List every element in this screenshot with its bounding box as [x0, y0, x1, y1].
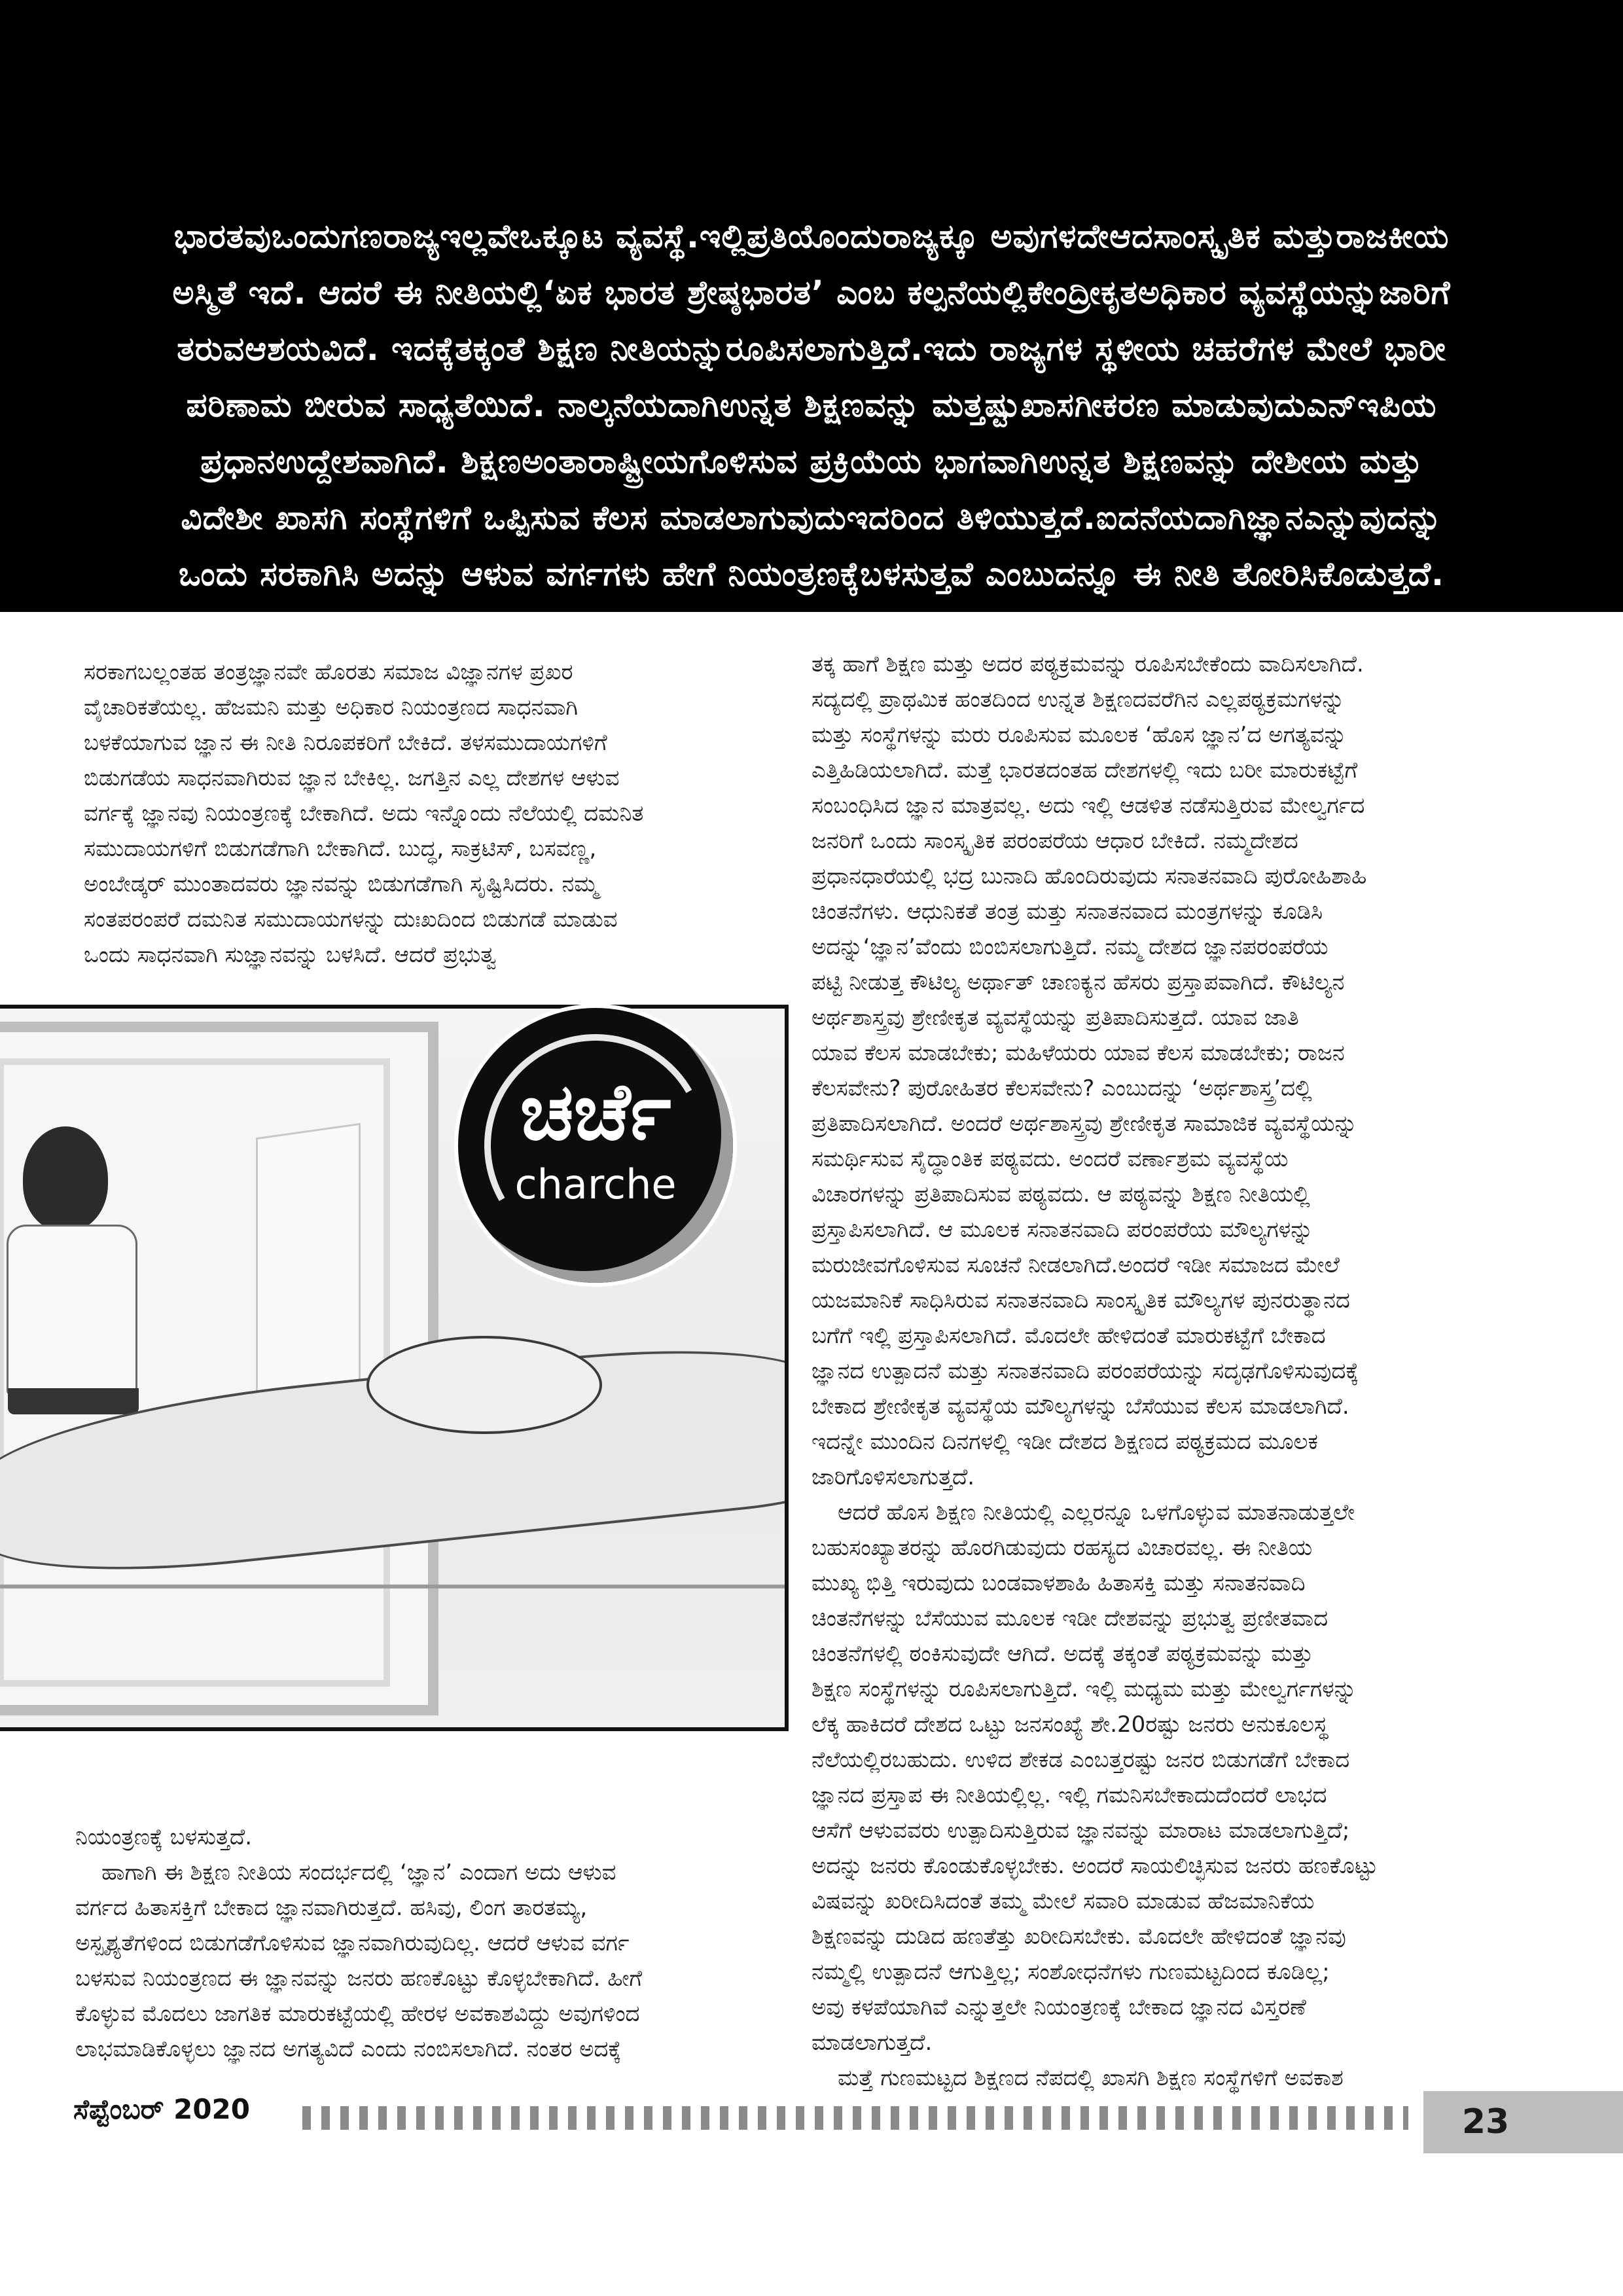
text-line: ಬಳಸುವ ನಿಯಂತ್ರಣದ ಈ ಜ್ಞಾನವನ್ನು ಜನರು ಹಣಕೊಟ್ಟು ಕೊಳ್ಳಬೇಕಾಗಿದೆ. ಹೀಗೆ [75, 1965, 643, 1992]
illustration-boy-shorts [8, 1388, 139, 1414]
text-line: ಶಿಕ್ಷಣವನ್ನು ದುಡಿದ ಹಣತೆತ್ತು ಖರೀದಿಸಬೇಕು. ಮೊದಲೇ ಹೇಳಿದಂತೆ ಜ್ಞಾನವು [812, 1924, 1346, 1950]
issue-date: ಸೆಪ್ಟೆಂಬರ್ 2020 [73, 2093, 250, 2125]
text-line: ವಿಷವನ್ನು ಖರೀದಿಸಿದಂತೆ ತಮ್ಮ ಮೇಲೆ ಸವಾರಿ ಮಾಡುವ ಹೆಜಮಾನಿಕೆಯ [812, 1888, 1315, 1914]
text-line: ಅದನ್ನು‘ಜ್ಞಾನ’ವೆಂದು ಬಿಂಬಿಸಲಾಗುತ್ತಿದೆ. ನಮ್ಮ ದೇಶದ ಜ್ಞಾನಪರಂಪರೆಯ [812, 934, 1329, 960]
text-line: ಕೊಳ್ಳುವ ಮೊದಲು ಜಾಗತಿಕ ಮಾರುಕಟ್ಟೆಯಲ್ಲಿ ಹೇರಳ ಅವಕಾಶವಿದ್ದು ಅವುಗಳಿಂದ [75, 2001, 640, 2027]
text-line: ಚಿಂತನೆಗಳು. ಆಧುನಿಕತೆ ತಂತ್ರ ಮತ್ತು ಸನಾತನವಾದ ಮಂತ್ರಗಳನ್ನು ಕೂಡಿಸಿ [812, 899, 1323, 925]
text-line: ಅವು ಕಳಪೆಯಾಗಿವೆ ಎನ್ನುತ್ತಲೇ ನಿಯಂತ್ರಣಕ್ಕೆ ಬೇಕಾದ ಜ್ಞಾನದ ವಿಸ್ತರಣೆ [812, 1994, 1306, 2020]
text-line: ಚಿಂತನೆಗಳಲ್ಲಿ ಠಂಕಿಸುವುದೇ ಆಗಿದೆ. ಅದಕ್ಕೆ ತಕ್ಕಂತೆ ಪಠ್ಯಕ್ರಮವನ್ನು ಮತ್ತು [812, 1641, 1313, 1667]
text-line: ವಿಚಾರಗಳನ್ನು ಪ್ರತಿಪಾದಿಸುವ ಪಠ್ಯವದು. ಆ ಪಠ್ಯವನ್ನು ಶಿಕ್ಷಣ ನೀತಿಯಲ್ಲಿ [812, 1181, 1310, 1208]
text-line: ಬಗೆಗೆ ಇಲ್ಲಿ ಪ್ರಸ್ತಾಪಿಸಲಾಗಿದೆ. ಮೊದಲೇ ಹೇಳಿದಂತೆ ಮಾರುಕಟ್ಟೆಗೆ ಬೇಕಾದ [812, 1323, 1326, 1349]
text-line: ಇದನ್ನೇ ಮುಂದಿನ ದಿನಗಳಲ್ಲಿ ಇಡೀ ದೇಶದ ಶಿಕ್ಷಣದ ಪಠ್ಯಕ್ರಮದ ಮೂಲಕ [812, 1429, 1318, 1455]
illustration-boy-body [7, 1225, 137, 1395]
text-line: ಬಹುಸಂಖ್ಯಾತರನ್ನು ಹೊರಗಿಡುವುದು ರಹಸ್ಯದ ವಿಚಾರವಲ್ಲ. ಈ ನೀತಿಯ [812, 1535, 1313, 1561]
text-line: ಪ್ರಸ್ತಾಪಿಸಲಾಗಿದೆ. ಆ ಮೂಲಕ ಸನಾತನವಾದಿ ಪರಂಪರೆಯ ಮೌಲ್ಯಗಳನ್ನು [812, 1217, 1313, 1243]
illustration-base-line [0, 1585, 785, 1588]
text-line: ಚಿಂತನೆಗಳನ್ನು ಬೆಸೆಯುವ ಮೂಲಕ ಇಡೀ ದೇಶವನ್ನು ಪ್ರಭುತ್ವ ಪ್ರಣೀತವಾದ [812, 1605, 1329, 1632]
page-number: 23 [1461, 2102, 1510, 2142]
text-line: ಲೆಕ್ಕ ಹಾಕಿದರೆ ದೇಶದ ಒಟ್ಟು ಜನಸಂಖ್ಯೆ ಶೇ.20ರಷ್ಟು ಜನರು ಅನುಕೂಲಸ್ಥ [812, 1712, 1329, 1738]
text-line: ತಕ್ಕ ಹಾಗೆ ಶಿಕ್ಷಣ ಮತ್ತು ಅದರ ಪಠ್ಯಕ್ರಮವನ್ನು ರೂಪಿಸಬೇಕೆಂದು ವಾದಿಸಲಾಗಿದೆ. [812, 651, 1364, 677]
text-line: ಪ್ರತಿಪಾದಿಸಲಾಗಿದೆ. ಅಂದರೆ ಅರ್ಥಶಾಸ್ತ್ರವು ಶ್ರೇಣೀಕೃತ ಸಾಮಾಜಿಕ ವ್ಯವಸ್ಥೆಯನ್ನು [812, 1111, 1357, 1137]
lede-paragraph [85, 208, 1538, 658]
illustration-boy-head [23, 1126, 108, 1231]
logo-kannada-text: ಚರ್ಚೆ [520, 1067, 671, 1158]
text-line: ಅಸ್ಪೃಶ್ಯತೆಗಳಿಂದ ಬಿಡುಗಡೆಗೊಳಿಸುವ ಜ್ಞಾನವಾಗಿರುವುದಿಲ್ಲ. ಆದರೆ ಆಳುವ ವರ್ಗ [75, 1930, 630, 1956]
text-line: ಯಜಮಾನಿಕೆ ಸಾಧಿಸಿರುವ ಸನಾತನವಾದಿ ಸಾಂಸ್ಕೃತಿಕ ಮೌಲ್ಯಗಳ ಪುನರುತ್ಥಾನದ [812, 1287, 1350, 1314]
text-line: ಮುಖ್ಯ ಭಿತ್ತಿ ಇರುವುದು ಬಂಡವಾಳಶಾಹಿ ಹಿತಾಸಕ್ತಿ ಮತ್ತು ಸನಾತನವಾದಿ [812, 1570, 1306, 1596]
text-line: ಮತ್ತೆ ಗುಣಮಟ್ಟದ ಶಿಕ್ಷಣದ ನೆಪದಲ್ಲಿ ಖಾಸಗಿ ಶಿಕ್ಷಣ ಸಂಸ್ಥೆಗಳಿಗೆ ಅವಕಾಶ [838, 2065, 1344, 2091]
text-line: ವೈಚಾರಿಕತೆಯಲ್ಲ. ಹೆಜಮನಿ ಮತ್ತು ಅಧಿಕಾರ ನಿಯಂತ್ರಣದ ಸಾಧನವಾಗಿ [84, 694, 578, 721]
text-line: ಸಂತಪರಂಪರೆ ದಮನಿತ ಸಮುದಾಯಗಳನ್ನು ದುಃಖದಿಂದ ಬಿಡುಗಡೆ ಮಾಡುವ [84, 906, 618, 933]
text-line: ಜ್ಞಾನದ ಪ್ರಸ್ತಾಪ ಈ ನೀತಿಯಲ್ಲಿಲ್ಲ. ಇಲ್ಲಿ ಗಮನಿಸಬೇಕಾದುದೆಂದರೆ ಲಾಭದ [812, 1782, 1327, 1808]
illustration-thumb [366, 1336, 602, 1434]
text-line: ವರ್ಗದ ಹಿತಾಸಕ್ತಿಗೆ ಬೇಕಾದ ಜ್ಞಾನವಾಗಿರುತ್ತದೆ. ಹಸಿವು, ಲಿಂಗ ತಾರತಮ್ಯ, [75, 1895, 588, 1921]
text-line: ಮತ್ತು ಸಂಸ್ಥೆಗಳನ್ನು ಮರು ರೂಪಿಸುವ ಮೂಲಕ ‘ಹೊಸ ಜ್ಞಾನ’ದ ಅಗತ್ಯವನ್ನು [812, 722, 1347, 748]
text-line: ತರುವಆಶಯವಿದೆ. ಇದಕ್ಕೆತಕ್ಕಂತೆ ಶಿಕ್ಷಣ ನೀತಿಯನ್ನುರೂಪಿಸಲಾಗುತ್ತಿದೆ.ಇದು ರಾಜ್ಯಗಳ ಸ್ಥಳೀಯ ಚಹರೆಗಳ ಮೇಲೆ ಭಾರೀ [177, 330, 1446, 368]
text-line: ವರ್ಗಕ್ಕೆ ಜ್ಞಾನವು ನಿಯಂತ್ರಣಕ್ಕೆ ಬೇಕಾಗಿದೆ. ಅದು ಇನ್ನೊಂದು ನೆಲೆಯಲ್ಲಿ ದಮನಿತ [84, 800, 644, 827]
text-line: ಸದ್ಯದಲ್ಲಿ ಪ್ರಾಥಮಿಕ ಹಂತದಿಂದ ಉನ್ನತ ಶಿಕ್ಷಣದವರೆಗಿನ ಎಲ್ಲಪಠ್ಯಕ್ರಮಗಳನ್ನು [812, 687, 1345, 713]
text-line: ಅಂಬೇಡ್ಕರ್ ಮುಂತಾದವರು ಜ್ಞಾನವನ್ನು ಬಿಡುಗಡೆಗಾಗಿ ಸೃಷ್ಟಿಸಿದರು. ನಮ್ಮ [84, 871, 599, 897]
text-line: ಪರಿಣಾಮ ಬೀರುವ ಸಾಧ್ಯತೆಯಿದೆ. ನಾಲ್ಕನೆಯದಾಗಿಉನ್ನತ ಶಿಕ್ಷಣವನ್ನು ಮತ್ತಷ್ಟುಖಾಸಗೀಕರಣ ಮಾಡುವುದುಎನ್‌ಇಪಿಯ [186, 386, 1437, 424]
text-line: ಭಾರತವುಒಂದುಗಣರಾಜ್ಯಇಲ್ಲವೇಒಕ್ಕೂಟ ವ್ಯವಸ್ಥೆ.ಇಲ್ಲಿಪ್ರತಿಯೊಂದುರಾಜ್ಯಕ್ಕೂ ಅವುಗಳದೇಆದಸಾಂಸ್ಕೃತಿಕ ಮತ್ತುರಾಜಕೀಯ [173, 217, 1450, 255]
text-line: ಸರಕಾಗಬಲ್ಲಂತಹ ತಂತ್ರಜ್ಞಾನವೇ ಹೊರತು ಸಮಾಜ ವಿಜ್ಞಾನಗಳ ಪ್ರಖರ [84, 659, 573, 685]
footer-dash-rule [302, 2106, 1408, 2130]
text-line: ಸಮುದಾಯಗಳಿಗೆ ಬಿಡುಗಡೆಗಾಗಿ ಬೇಕಾಗಿದೆ. ಬುದ್ಧ, ಸಾಕ್ರಟಿಸ್, ಬಸವಣ್ಣ, [84, 836, 597, 862]
text-line: ಸಮರ್ಥಿಸುವ ಸೈದ್ಧಾಂತಿಕ ಪಠ್ಯವದು. ಅಂದರೆ ವರ್ಣಾಶ್ರಮ ವ್ಯವಸ್ಥೆಯ [812, 1146, 1289, 1172]
text-line: ಕೆಲಸವೇನು? ಪುರೋಹಿತರ ಕೆಲಸವೇನು? ಎಂಬುದನ್ನು ‘ಅರ್ಥಶಾಸ್ತ್ರ’ದಲ್ಲಿ [812, 1075, 1312, 1102]
logo-english-text: charche [514, 1160, 677, 1208]
charche-logo [458, 1008, 733, 1283]
right-column [812, 647, 1558, 2096]
text-line: ಬೇಕಾದ ಶ್ರೇಣೀಕೃತ ವ್ಯವಸ್ಥೆಯ ಮೌಲ್ಯಗಳನ್ನು ಬೆಸೆಯುವ ಕೆಲಸ ಮಾಡಲಾಗಿದೆ. [812, 1393, 1349, 1420]
text-line: ಅದನ್ನು ಜನರು ಕೊಂಡುಕೊಳ್ಳಬೇಕು. ಅಂದರೆ ಸಾಯಲಿಚ್ಛಿಸುವ ಜನರು ಹಣಕೊಟ್ಟು [812, 1853, 1378, 1879]
text-line: ಲಾಭಮಾಡಿಕೊಳ್ಳಲು ಜ್ಞಾನದ ಅಗತ್ಯವಿದೆ ಎಂದು ನಂಬಿಸಲಾಗಿದೆ. ನಂತರ ಅದಕ್ಕೆ [75, 2036, 622, 2062]
text-line: ಪಟ್ಟಿ ನೀಡುತ್ತ ಕೌಟಿಲ್ಯ ಅರ್ಥಾತ್ ಚಾಣಕ್ಯನ ಹೆಸರು ಪ್ರಸ್ತಾಪವಾಗಿದೆ. ಕೌಟಿಲ್ಯನ [812, 969, 1345, 996]
text-line: ನಮ್ಮಲ್ಲಿ ಉತ್ಪಾದನೆ ಆಗುತ್ತಿಲ್ಲ; ಸಂಶೋಧನೆಗಳು ಗುಣಮಟ್ಟದಿಂದ ಕೂಡಿಲ್ಲ; [812, 1959, 1330, 1985]
text-line: ಬಳಕೆಯಾಗುವ ಜ್ಞಾನ ಈ ನೀತಿ ನಿರೂಪಕರಿಗೆ ಬೇಕಿದೆ. ತಳಸಮುದಾಯಗಳಿಗೆ [84, 730, 607, 756]
text-line: ಪ್ರಧಾನಧಾರೆಯಲ್ಲಿ ಭದ್ರ ಬುನಾದಿ ಹೊಂದಿರುವುದು ಸನಾತನವಾದಿ ಪುರೋಹಿಶಾಹಿ [812, 863, 1367, 889]
text-line: ಸಂಬಂಧಿಸಿದ ಜ್ಞಾನ ಮಾತ್ರವಲ್ಲ. ಅದು ಇಲ್ಲಿ ಆಡಳಿತ ನಡೆಸುತ್ತಿರುವ ಮೇಲ್ವರ್ಗದ [812, 793, 1365, 819]
text-line: ಎತ್ತಿಹಿಡಿಯಲಾಗಿದೆ. ಮತ್ತೆ ಭಾರತದಂತಹ ದೇಶಗಳಲ್ಲಿ ಇದು ಬರೀ ಮಾರುಕಟ್ಟೆಗೆ [812, 757, 1358, 783]
text-line: ಪ್ರಸ್ತುತ ಬರೆಹದಲ್ಲಿ ಸಂಶೋಧನೆ ಮತ್ತುಜ್ಞಾನದ ಸಾಧ್ಯತೆ ಮತ್ತು ಸಮಸ್ಯೆಗಳ ಬಗೆಗೆ ಕೆಲವು ವಿಚಾರಗಳನ್ನು ಚರ್ಚಿಸಲಾಗಿದೆ. [181, 611, 1442, 649]
text-line: ಒಂದು ಸರಕಾಗಿಸಿ ಅದನ್ನು ಆಳುವ ವರ್ಗಗಳು ಹೇಗೆ ನಿಯಂತ್ರಣಕ್ಕೆಬಳಸುತ್ತವೆ ಎಂಬುದನ್ನೂ ಈ ನೀತಿ ತೋರಿಸಿಕೊಡುತ್ತದೆ. [178, 555, 1445, 593]
text-line: ಜ್ಞಾನದ ಉತ್ಪಾದನೆ ಮತ್ತು ಸನಾತನವಾದಿ ಪರಂಪರೆಯನ್ನು ಸದೃಢಗೊಳಿಸುವುದಕ್ಕೆ [812, 1358, 1359, 1384]
text-line: ಬಿಡುಗಡೆಯ ಸಾಧನವಾಗಿರುವ ಜ್ಞಾನ ಬೇಕಿಲ್ಲ. ಜಗತ್ತಿನ ಎಲ್ಲ ದೇಶಗಳ ಆಳುವ [84, 765, 620, 791]
text-line: ಜಾರಿಗೊಳಿಸಲಾಗುತ್ತದೆ. [812, 1464, 975, 1490]
text-line: ಅರ್ಥಶಾಸ್ತ್ರವು ಶ್ರೇಣೀಕೃತ ವ್ಯವಸ್ಥೆಯನ್ನು ಪ್ರತಿಪಾದಿಸುತ್ತದೆ. ಯಾವ ಜಾತಿ [812, 1005, 1299, 1031]
text-line: ಪ್ರಧಾನಉದ್ದೇಶವಾಗಿದೆ. ಶಿಕ್ಷಣಅಂತಾರಾಷ್ಟ್ರೀಯಗೊಳಿಸುವ ಪ್ರಕ್ರಿಯೆಯ ಭಾಗವಾಗಿಉನ್ನತ ಶಿಕ್ಷಣವನ್ನು ದೇಶೀಯ ಮತ್ತು [200, 442, 1423, 480]
text-line: ನಿಯಂತ್ರಣಕ್ಕೆ ಬಳಸುತ್ತದೆ. [75, 1824, 253, 1850]
text-line: ಮರುಜೀವಗೊಳಿಸುವ ಸೂಚನೆ ನೀಡಲಾಗಿದೆ.ಅಂದರೆ ಇಡೀ ಸಮಾಜದ ಮೇಲೆ [812, 1252, 1340, 1278]
left-column-top [84, 655, 764, 973]
text-line: ನೆಲೆಯಲ್ಲಿರಬಹುದು. ಉಳಿದ ಶೇಕಡ ಎಂಬತ್ತರಷ್ಟು ಜನರ ಬಿಡುಗಡೆಗೆ ಬೇಕಾದ [812, 1747, 1350, 1773]
text-line: ಯಾವ ಕೆಲಸ ಮಾಡಬೇಕು; ಮಹಿಳೆಯರು ಯಾವ ಕೆಲಸ ಮಾಡಬೇಕು; ರಾಜನ [812, 1040, 1345, 1066]
text-line: ಆದರೆ ಹೊಸ ಶಿಕ್ಷಣ ನೀತಿಯಲ್ಲಿ ಎಲ್ಲರನ್ನೂ ಒಳಗೊಳ್ಳುವ ಮಾತನಾಡುತ್ತಲೇ [838, 1499, 1355, 1526]
page-number-box [1423, 2091, 1623, 2153]
text-line: ವಿದೇಶೀ ಖಾಸಗಿ ಸಂಸ್ಥೆಗಳಿಗೆ ಒಪ್ಪಿಸುವ ಕೆಲಸ ಮಾಡಲಾಗುವುದುಇದರಿಂದ ತಿಳಿಯುತ್ತದೆ.ಐದನೆಯದಾಗಿಜ್ಞಾನಎನ್ನುವುದನ್ನು [181, 499, 1442, 537]
text-line: ಅಸ್ಮಿತೆ ಇದೆ. ಆದರೆ ಈ ನೀತಿಯಲ್ಲಿ‘ಏಕ ಭಾರತ ಶ್ರೇಷ್ಠಭಾರತ’ ಎಂಬ ಕಲ್ಪನೆಯಲ್ಲಿಕೇಂದ್ರೀಕೃತಅಧಿಕಾರ ವ್ಯವಸ್ಥೆಯನ್ನುಜಾರಿಗೆ [172, 274, 1451, 312]
text-line: ಒಂದು ಸಾಧನವಾಗಿ ಸುಜ್ಞಾನವನ್ನು ಬಳಸಿದೆ. ಆದರೆ ಪ್ರಭುತ್ವ [84, 942, 497, 968]
text-line: ಮಾಡಲಾಗುತ್ತದೆ. [812, 2030, 933, 2056]
left-column-bottom [75, 1820, 769, 2067]
text-line: ಶಿಕ್ಷಣ ಸಂಸ್ಥೆಗಳನ್ನು ರೂಪಿಸಲಾಗುತ್ತಿದೆ. ಇಲ್ಲಿ ಮಧ್ಯಮ ಮತ್ತು ಮೇಲ್ವರ್ಗಗಳನ್ನು [812, 1676, 1357, 1702]
text-line: ಹಾಗಾಗಿ ಈ ಶಿಕ್ಷಣ ನೀತಿಯ ಸಂದರ್ಭದಲ್ಲಿ ‘ಜ್ಞಾನ’ ಎಂದಾಗ ಅದು ಆಳುವ [101, 1859, 616, 1886]
text-line: ಆಸೆಗೆ ಆಳುವವರು ಉತ್ಪಾದಿಸುತ್ತಿರುವ ಜ್ಞಾನವನ್ನು ಮಾರಾಟ ಮಾಡಲಾಗುತ್ತಿದೆ; [812, 1818, 1350, 1844]
text-line: ಜನರಿಗೆ ಒಂದು ಸಾಂಸ್ಕೃತಿಕ ಪರಂಪರೆಯ ಆಧಾರ ಬೇಕಿದೆ. ನಮ್ಮದೇಶದ [812, 828, 1298, 854]
